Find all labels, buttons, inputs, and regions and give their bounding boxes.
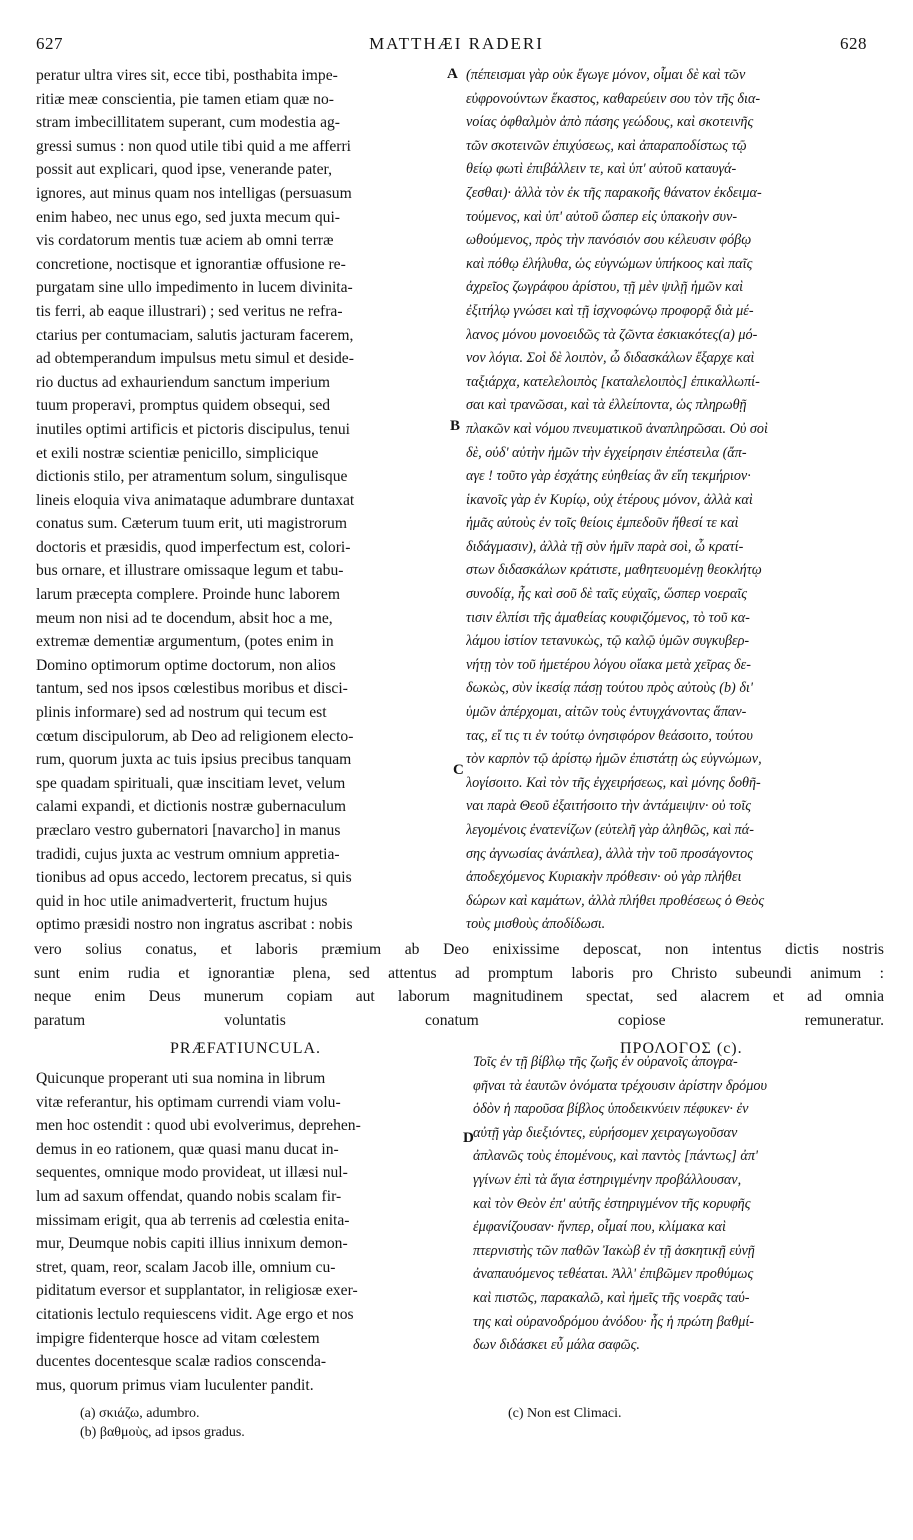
greek-column [466,64,886,937]
greek-text-line: τας, εἴ τις τι ἐν τούτῳ ὀνησιφόρον θεάσοιτο, τούτου [466,727,753,744]
latin-text-line: tuum properavi, promptus quidem obsequi, sed [36,397,331,415]
prologos-title: ΠΡΟΛΟΓΟΣ (c). [620,1040,743,1057]
margin-marker-b: B [450,418,461,434]
page-number-left: 627 [36,34,63,53]
greek-text-line: καὶ πόθῳ ἐλήλυθα, ὡς εὐγνώμων ὑπήκοος καὶ παῖς [466,255,753,272]
prologos-text-line: ἀπλανῶς τοὺς ἑπομένους, καὶ παντὸς [πάντως] ἀπ' [473,1148,758,1165]
latin-text-line: extremæ dementiæ argumentum, (potes enim in [36,633,334,651]
greek-text-line: ἀποδεχόμενος Κυριακὴν πρόθεσιν· οὐ γὰρ πλήθει [466,869,742,886]
greek-text-line: σης ἀγνωσίας ἀνάπλεα), ἀλλὰ τὴν τοῦ προσάγοντος [466,845,753,862]
greek-text-line: ωθούμενος, πρὸς τὴν πανόσιόν σου κέλευσιν φόβῳ [466,232,752,249]
full-width-text-line: vero solius conatus, et laboris præmium ab Deo enixissime deposcat, non intentus dictis nostris [34,941,884,958]
greek-text-line: νον λόγια. Σοὶ δὲ λοιπὸν, ὦ διδασκάλων ἔξαρχε καὶ [466,350,755,367]
greek-text-line: ἱκανοῖς γὰρ ἐν Κυρίῳ, οὐχ ἑτέρους μόνον, ἀλλὰ καὶ [466,491,753,508]
latin-text-line: optimo præsidi nostro non ingratus ascribat : nobis [36,916,353,934]
greek-text-line: ἀχρεῖος ζωγράφου ἀρίστου, τῇ μὲν ψιλῇ ἡμῶν καὶ [466,279,744,296]
prefatiuncula-text-line: Quicunque properant uti sua nomina in librum [36,1070,326,1087]
greek-text-line: ἐξιτήλῳ γνώσει καὶ τῇ ἰσχνοφώνῳ προφορᾷ διὰ μέ- [466,302,754,319]
prefatiuncula-text-line: piditatum eversor et supplantator, in religiosæ exer- [36,1282,358,1300]
latin-text-line: quid in hoc utile animadverterit, fructum hujus [36,892,328,910]
prologos-text-line: πτερνιστὴς τῶν παθῶν Ἰακὼβ ἐν τῇ ἀσκητικῇ εὐνῇ [473,1242,755,1259]
latin-text-line: gressi sumus : non quod utile tibi quid a me afferri [36,137,352,155]
greek-text-line: διδάγμασιν), ἀλλὰ τῇ σὺν ἡμῖν παρὰ σοὶ, ὦ κρατί- [466,538,744,555]
prefatiuncula-text [36,1067,456,1397]
latin-text-line: doctoris et præsidis, quod imperfectum est, colori- [36,538,351,556]
prefatiuncula-text-line: mus, quorum primus viam luculenter pandit. [36,1376,314,1394]
prologos-text-line: της καὶ οὐρανοδρόμου ἀνόδου· ἧς ἡ πρώτη βαθμί- [473,1313,754,1330]
full-width-paragraph [34,938,884,1032]
greek-text-line: τοὺς μισθοὺς ἀποδίδωσι. [466,916,606,933]
latin-text-line: tantum, sed nos ipsos cœlestibus moribus et disci- [36,680,348,698]
prefatiuncula-text-line: lum ad saxum offendat, quando nobis scalam fir- [36,1187,342,1205]
latin-text-line: calami expandi, et dictionis nostræ gubernaculum [36,798,347,816]
latin-text-line: spe quadam spirituali, quæ inscitiam levet, velum [36,774,346,792]
prologos-text-line: Τοῖς ἐν τῇ βίβλῳ τῆς ζωῆς ἐν οὐρανοῖς ἀπογρα- [473,1054,738,1070]
greek-text-line: σαι καὶ τρανῶσαι, καὶ τὰ ἐλλείποντα, ὡς πληρωθῇ [466,397,747,414]
prefatiuncula-text-line: vitæ referantur, his optimam currendi viam volu- [36,1093,341,1111]
greek-text-line: αγε ! τοῦτο γὰρ ἐσχάτης εὐηθείας ἂν εἴη τεκμήριον· [466,468,751,485]
prologos-text [473,1051,893,1358]
footnote-a: (a) σκιάζω, adumbro. [80,1406,200,1421]
prefatiuncula-title: PRÆFATIUNCULA. [170,1040,322,1057]
prefatiuncula-text-line: impigre fidenterque hosce ad vitam cœlestem [36,1329,320,1347]
prefatiuncula-text-line: men hoc ostendit : quod ubi evolverimus, deprehen- [36,1117,361,1135]
prologos-text-line: καὶ τὸν Θεὸν ἐπ' αὐτῆς ἐστηριγμένον τῆς κορυφῆς [473,1195,751,1212]
margin-marker-d: D [463,1130,474,1146]
latin-text-line: enim habeo, nec unus ego, sed juxta mecum qui- [36,208,340,226]
greek-text-line: πλακῶν καὶ νόμου πνευματικοῦ ἀναπληρῶσαι. Οὐ σοὶ [466,420,768,437]
latin-text-line: plinis informare) sed ad nostrum qui tecum est [36,704,327,722]
prefatiuncula-text-line: citationis lectulo requiescens vidit. Age ergo et nos [36,1305,354,1323]
greek-text-line: τὸν καρπὸν τῷ ἀρίστῳ ἡμῶν ἐπιστάτῃ ὡς εὐγνώμων, [466,751,762,768]
prefatiuncula-text-line: mur, Deumque nobis capiti illius innixum demon- [36,1235,348,1253]
latin-text-line: ad obtemperandum impulsus metu simul et deside- [36,350,354,368]
prologos-text-line: δων διδάσκει εὖ μάλα σαφῶς. [473,1337,640,1354]
prefatiuncula-text-line: missimam erigit, qua ab terrenis ad cœlestia enita- [36,1211,350,1229]
latin-text-line: rio ductus ad exhauriendum sanctum imperium [36,373,331,391]
latin-text-line: bus ornare, et illustrare omissaque legum et tabu- [36,562,344,580]
page-number-right: 628 [840,34,867,53]
greek-text-line: νοίας ὀφθαλμὸν ἀπὸ πάσης γεώδους, καὶ σκοτεινῆς [466,114,754,131]
prologos-text-line: φῆναι τὰ ἑαυτῶν ὀνόματα τρέχουσιν ἀρίστην δρόμου [473,1077,767,1094]
greek-text-line: λάμου ἱστίον τετανυκὼς, τῷ καλῷ ὑμῶν συγκυβερ- [466,633,750,650]
prefatiuncula-text-line: demus in eo rationem, quæ quasi manu ducat in- [36,1140,339,1158]
footnote-c: (c) Non est Climaci. [508,1406,622,1421]
greek-text-line: ταξιάρχα, κατελελοιπὸς [καταλελοιπὸς] ἐπικαλλωπί- [466,373,760,390]
latin-text-line: conatus sum. Cæterum tuum erit, uti magistrorum [36,515,347,533]
full-width-text-line: sunt enim rudia et ignorantiæ plena, sed attentus ad promptum laboris pro Christo subeundi animum : [34,964,884,982]
greek-text-line: ζεσθαι)· ἀλλὰ τὸν ἐκ τῆς παρακοῆς θάνατον ἐκδειμα- [466,184,762,201]
latin-text-line: lineis eloquia viva animataque adumbrare duntaxat [36,491,355,509]
latin-text-line: ignores, aut minus quam nos intelligas (persuasum [36,184,352,202]
latin-text-line: cœtum discipulorum, ab Deo ad religionem electo- [36,727,354,745]
greek-text-line: τῶν σκοτεινῶν ἐπιχύσεως, καὶ ἀπαραποδίστως τῷ [466,137,747,154]
greek-text-line: λανος μόνου μονοειδῶς τὰ ζῶντα ἐσκιακότες(a) μό- [466,326,758,343]
greek-text-line: τούμενος, καὶ ὑπ' αὐτοῦ ὥσπερ εἰς ὑπακοὴν συν- [466,208,738,225]
latin-text-line: Domino optimorum optime doctorum, non alios [36,656,336,674]
greek-text-line: συνοδίᾳ, ἧς καὶ σοῦ δὲ ταῖς εὐχαῖς, ὥσπερ νοεραῖς [466,586,748,603]
latin-text-line: meum non nisi ad te docendum, absit hoc a me, [36,609,333,627]
greek-text-line: τισιν ἐλπίσι τῆς ἀμαθείας κουφιζόμενος, τὸ τοῦ κα- [466,609,750,626]
greek-text-line: ναι παρὰ Θεοῦ ἐξαιτήσοιτο τὴν ἀντάμειψιν· οὐ τοῖς [466,798,751,815]
greek-text-line: νήτῃ τὸν τοῦ ἡμετέρου λόγου οἴακα μετὰ χεῖρας δε- [466,656,751,673]
margin-marker-a: A [447,66,458,82]
greek-text-line: ὑμῶν ἀπέρχομαι, αἰτῶν τοὺς ἐντυγχάνοντας ἅπαν- [466,704,747,721]
prologos-text-line: καὶ πιστῶς, παρακαλῶ, καὶ ἡμεῖς τῆς νοερᾶς ταύ- [473,1289,750,1306]
greek-text-line: δώρων καὶ καμάτων, ἀλλὰ πλήθει προθέσεως ὁ Θεὸς [466,892,765,909]
latin-column [36,64,451,937]
latin-text-line: peratur ultra vires sit, ecce tibi, posthabita impe- [36,67,338,84]
latin-text-line: tis ferri, ab eaque illustrari) ; sed veritus ne refra- [36,302,343,320]
latin-text-line: larum præcepta complere. Proinde hunc laborem [36,586,340,604]
latin-text-line: purgatam sine ullo impedimento in lucem divinita- [36,279,353,297]
prologos-text-line: ἐμφανίζουσαν· ἥνπερ, οἶμαί που, κλίμακα καὶ [473,1219,726,1236]
greek-text-line: εὐφρονούντων ἕκαστος, καθαρεύειν σου τὸν τῆς δια- [466,90,761,107]
latin-text-line: inutiles optimi artificis et pictoris discipulus, tenui [36,420,350,438]
footnote-b: (b) βαθμοὺς, ad ipsos gradus. [80,1425,245,1440]
prologos-text-line: γγίνων ἐπὶ τὰ ἅγια ἐστηριγμένην προβάλλουσαν, [473,1171,742,1188]
prefatiuncula-text-line: stret, quam, reor, scalam Jacob ille, omnium cu- [36,1258,336,1276]
latin-text-line: tionibus ad opus accedo, lectorem precatus, si quis [36,869,352,887]
greek-text-line: (πέπεισμαι γὰρ οὐκ ἔγωγε μόνον, οἶμαι δὲ καὶ τῶν [466,67,746,83]
latin-text-line: tradidi, cujus juxta ac vestrum omnium appretia- [36,845,340,863]
latin-text-line: et exili nostræ scientiæ penicillo, simplicique [36,444,319,462]
full-width-text-line: paratum voluntatis conatum copiose remuneratur. [34,1011,884,1029]
prologos-text-line: ἀναπαυόμενος τεθέαται. Ἀλλ' ἐπιβῶμεν προθύμως [473,1266,754,1283]
latin-text-line: ritiæ meæ conscientia, pie tamen etiam quæ no- [36,90,334,108]
latin-text-line: possit aut explicari, quod ipse, venerande pater, [36,161,332,179]
prologos-text-line: αὐτῇ γὰρ διεξιόντες, εὑρήσομεν χειραγωγοῦσαν [473,1124,738,1141]
prologos-text-line: ὁδὸν ἡ παροῦσα βίβλος ὑποδεικνύειν πέφυκεν· ἐν [473,1101,749,1118]
greek-text-line: δωκὼς, σὺν ἱκεσίᾳ πάσῃ τούτου πρὸς αὐτοὺς (b) δι' [466,680,753,697]
latin-text-line: rum, quorum juxta ac tuis ipsius precibus tanquam [36,751,352,769]
latin-text-line: dictionis stilo, per atramentum solum, singulisque [36,468,348,486]
running-title: MATTHÆI RADERI [369,34,544,53]
greek-text-line: στων διδασκάλων κράτιστε, μαθητευομένῃ θεοκλήτῳ [466,562,762,579]
latin-text-line: stram imbecillitatem superant, cum modestia ag- [36,114,340,132]
full-width-text-line: neque enim Deus munerum copiam aut laborum magnitudinem spectat, sed alacrem et ad omnia [34,988,884,1006]
prefatiuncula-text-line: ducentes docentesque scalæ radios conscenda- [36,1353,327,1371]
greek-text-line: δὲ, οὐδ' αὐτὴν ἡμῶν τὴν ἐγχείρησιν ἐπέστειλα (ἄπ- [466,444,747,461]
greek-text-line: θείῳ φωτὶ ἐπιβάλλειν τε, καὶ ὑπ' αὐτοῦ καταυγά- [466,161,737,178]
latin-text-line: vis cordatorum mentis tuæ aciem ab omni terræ [36,232,334,250]
greek-text-line: λογίσοιτο. Καὶ τὸν τῆς ἐγχειρήσεως, καὶ μόνης δοθῆ- [466,774,761,791]
greek-text-line: λεγομένοις ἐνατενίζων (εὐτελῆ γὰρ ἀληθῶς, καὶ πά- [466,822,754,838]
greek-text-line: ἡμᾶς αὐτοὺς ἐν τοῖς θείοις ἐμπεδοῦν ἤθεσί τε καὶ [466,515,739,532]
latin-text-line: præclaro vestro gubernatori [navarcho] in manus [36,822,341,839]
prefatiuncula-text-line: sequentes, omnique modo provideat, ut illæsi nul- [36,1164,348,1182]
latin-text-line: concretione, noctisque et ignorantiæ offusione re- [36,255,346,273]
latin-text-line: ctarius per contumaciam, salutis jacturam facerem, [36,326,354,344]
margin-marker-c: C [453,762,464,778]
